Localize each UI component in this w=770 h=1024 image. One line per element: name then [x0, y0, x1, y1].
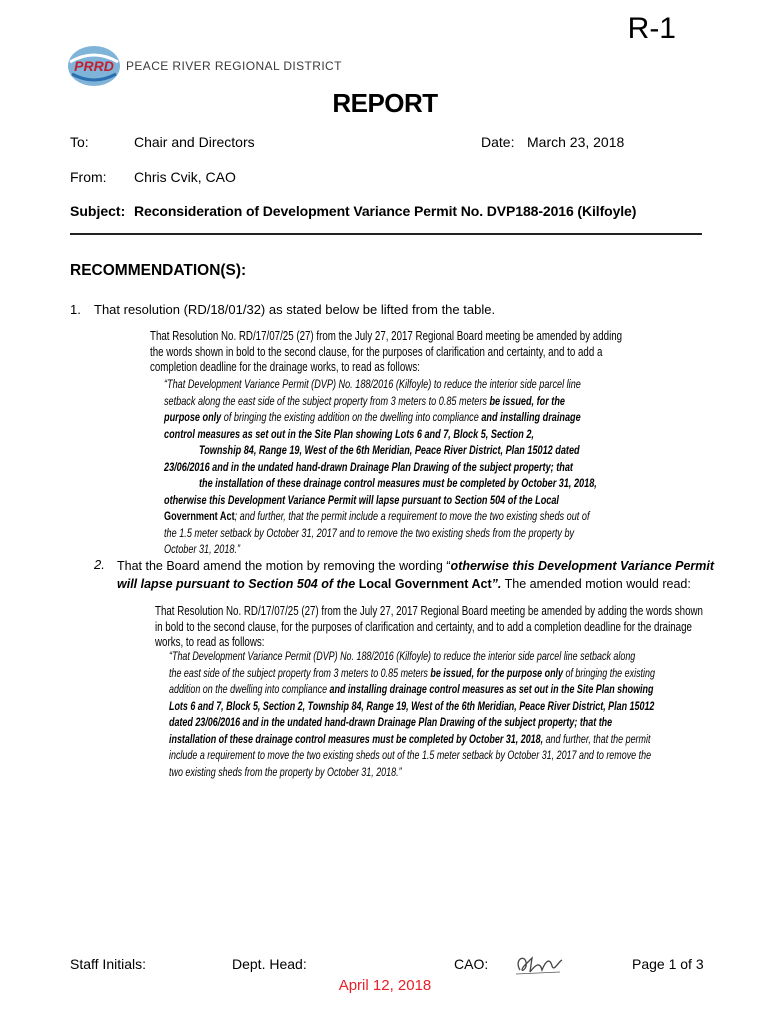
quote-line: dated 23/06/2016 and in the undated hand-drawn Drainage Plan Drawing of the subject property; that the: [169, 715, 613, 729]
item1-number: 1.: [70, 302, 81, 317]
quote-line: “That Development Variance Permit (DVP) No. 188/2016 (Kilfoyle) to reduce the interior side parcel line setback along: [169, 649, 636, 663]
quote-line: [169, 681, 655, 698]
to-label: To:: [70, 134, 89, 150]
quote-line: 23/06/2016 and in the undated hand-drawn Drainage Plan Drawing of the subject property; that: [164, 459, 573, 474]
page-number: Page 1 of 3: [632, 956, 704, 972]
item2-bold-part: otherwise this Development Variance Permit: [450, 559, 715, 573]
header-divider: [70, 233, 702, 235]
to-value: Chair and Directors: [134, 134, 255, 150]
quote-line: [164, 409, 597, 426]
item1-quote: [164, 376, 597, 558]
cao-signature: [510, 950, 568, 980]
quote-text: of bringing the existing: [563, 665, 655, 680]
document-code: R-1: [627, 12, 676, 45]
quote-line: two existing sheds from the property by October 31, 2018.”: [169, 764, 402, 779]
received-date-stamp: April 12, 2018: [338, 977, 432, 994]
quote-bold-text: purpose only: [164, 410, 222, 424]
subject-label: Subject:: [70, 203, 126, 219]
dept-head-label: Dept. Head:: [232, 956, 307, 972]
item2-intro-line: works, to read as follows:: [155, 635, 265, 650]
item2-intro-line: in bold to the second clause, for the purposes of clarification and certainty, and to add a completion deadline for the drainage: [155, 619, 692, 634]
quote-line: [169, 665, 655, 682]
quote-line: control measures as set out in the Site Plan showing Lots 6 and 7, Block 5, Section 2,: [164, 426, 534, 441]
quote-text: of bringing the existing addition on the dwelling into compliance: [221, 410, 482, 424]
organization-name: PEACE RIVER REGIONAL DISTRICT: [126, 59, 342, 73]
from-value: Chris Cvik, CAO: [134, 169, 236, 185]
staff-initials-label: Staff Initials:: [70, 956, 147, 972]
page-title: REPORT: [332, 88, 438, 118]
quote-bold-text: and installing drainage control measures as set out in the Site Plan showing: [329, 682, 654, 696]
quote-bold-text: be issued, for the: [489, 393, 565, 408]
date-value: March 23, 2018: [527, 134, 625, 150]
item2-intro-line: That Resolution No. RD/17/07/25 (27) from the July 27, 2017 Regional Board meeting be amended by adding the words shown: [155, 604, 703, 618]
quote-line: October 31, 2018.”: [164, 542, 241, 556]
quote-line: Lots 6 and 7, Block 5, Section 2, Township 84, Range 19, West of the 6th Meridian, Peace River District, Plan 15012: [169, 698, 655, 713]
item1-text: That resolution (RD/18/01/32) as stated below be lifted from the table.: [94, 302, 496, 317]
item1-intro-line: completion deadline for the drainage works, to read as follows:: [150, 360, 420, 375]
logo-text: PRRD: [74, 58, 114, 74]
item1-intro-line: the words shown in bold to the second clause, for the purposes of clarification and certainty, and to add a: [150, 344, 603, 359]
quote-bold-text: be issued, for the purpose only: [430, 665, 564, 680]
quote-line: the installation of these drainage control measures must be completed by October 31, 2018,: [198, 476, 597, 490]
quote-line: [164, 508, 597, 525]
item2-number: 2.: [94, 557, 105, 572]
quote-line: include a requirement to move the two existing sheds out of the 1.5 meter setback by October 31, 2017 and to remove the: [169, 748, 652, 762]
item2-text-part: That the Board amend the motion by removing the wording “: [117, 559, 451, 573]
prrd-logo: [66, 44, 122, 88]
item2-text: [117, 557, 714, 593]
quote-line: the 1.5 meter setback by October 31, 2017 and to remove the two existing sheds from the property by: [164, 525, 575, 540]
quote-text: and further, that the permit: [543, 731, 651, 746]
item1-resolution-intro: [150, 329, 622, 376]
item2-resolution-intro: [155, 604, 703, 651]
quote-text: addition on the dwelling into compliance: [169, 682, 330, 696]
item2-text-part: The amended motion would read:: [501, 577, 691, 591]
quote-text: the east side of the subject property from 3 meters to 0.85 meters: [169, 665, 431, 680]
cao-label: CAO:: [454, 956, 489, 972]
quote-line: otherwise this Development Variance Permit will lapse pursuant to Section 504 of the Local: [164, 492, 559, 507]
date-label: Date:: [481, 134, 515, 150]
quote-line: Township 84, Range 19, West of the 6th Meridian, Peace River District, Plan 15012 dated: [198, 443, 580, 457]
quote-line: [169, 731, 655, 748]
item2-quote: [169, 648, 655, 780]
item1-intro-line: That Resolution No. RD/17/07/25 (27) from the July 27, 2017 Regional Board meeting be amended by adding: [150, 329, 623, 343]
recommendation-heading: RECOMMENDATION(S):: [70, 262, 247, 279]
quote-text: ; and further, that the permit include a requirement to move the two existing sheds out of: [234, 509, 590, 523]
quote-text: setback along the east side of the subject property from 3 meters to 0.85 meters: [164, 393, 490, 408]
quote-bold-text: Government Act: [164, 509, 235, 523]
subject-value: Reconsideration of Development Variance Permit No. DVP188-2016 (Kilfoyle): [134, 203, 637, 219]
from-label: From:: [70, 169, 107, 185]
item2-line: [117, 575, 714, 593]
quote-line: [164, 393, 597, 410]
item2-bold-part: ”.: [491, 577, 502, 591]
quote-bold-text: installation of these drainage control measures must be completed by October 31, 2018,: [169, 731, 544, 746]
item2-bold-part: Local Government Act: [358, 577, 492, 591]
quote-bold-text: and installing drainage: [481, 410, 581, 424]
item2-line: [117, 557, 714, 575]
quote-line: “That Development Variance Permit (DVP) No. 188/2016 (Kilfoyle) to reduce the interior side parcel line: [164, 377, 581, 391]
item2-bold-part: will lapse pursuant to Section 504 of the: [117, 577, 359, 591]
